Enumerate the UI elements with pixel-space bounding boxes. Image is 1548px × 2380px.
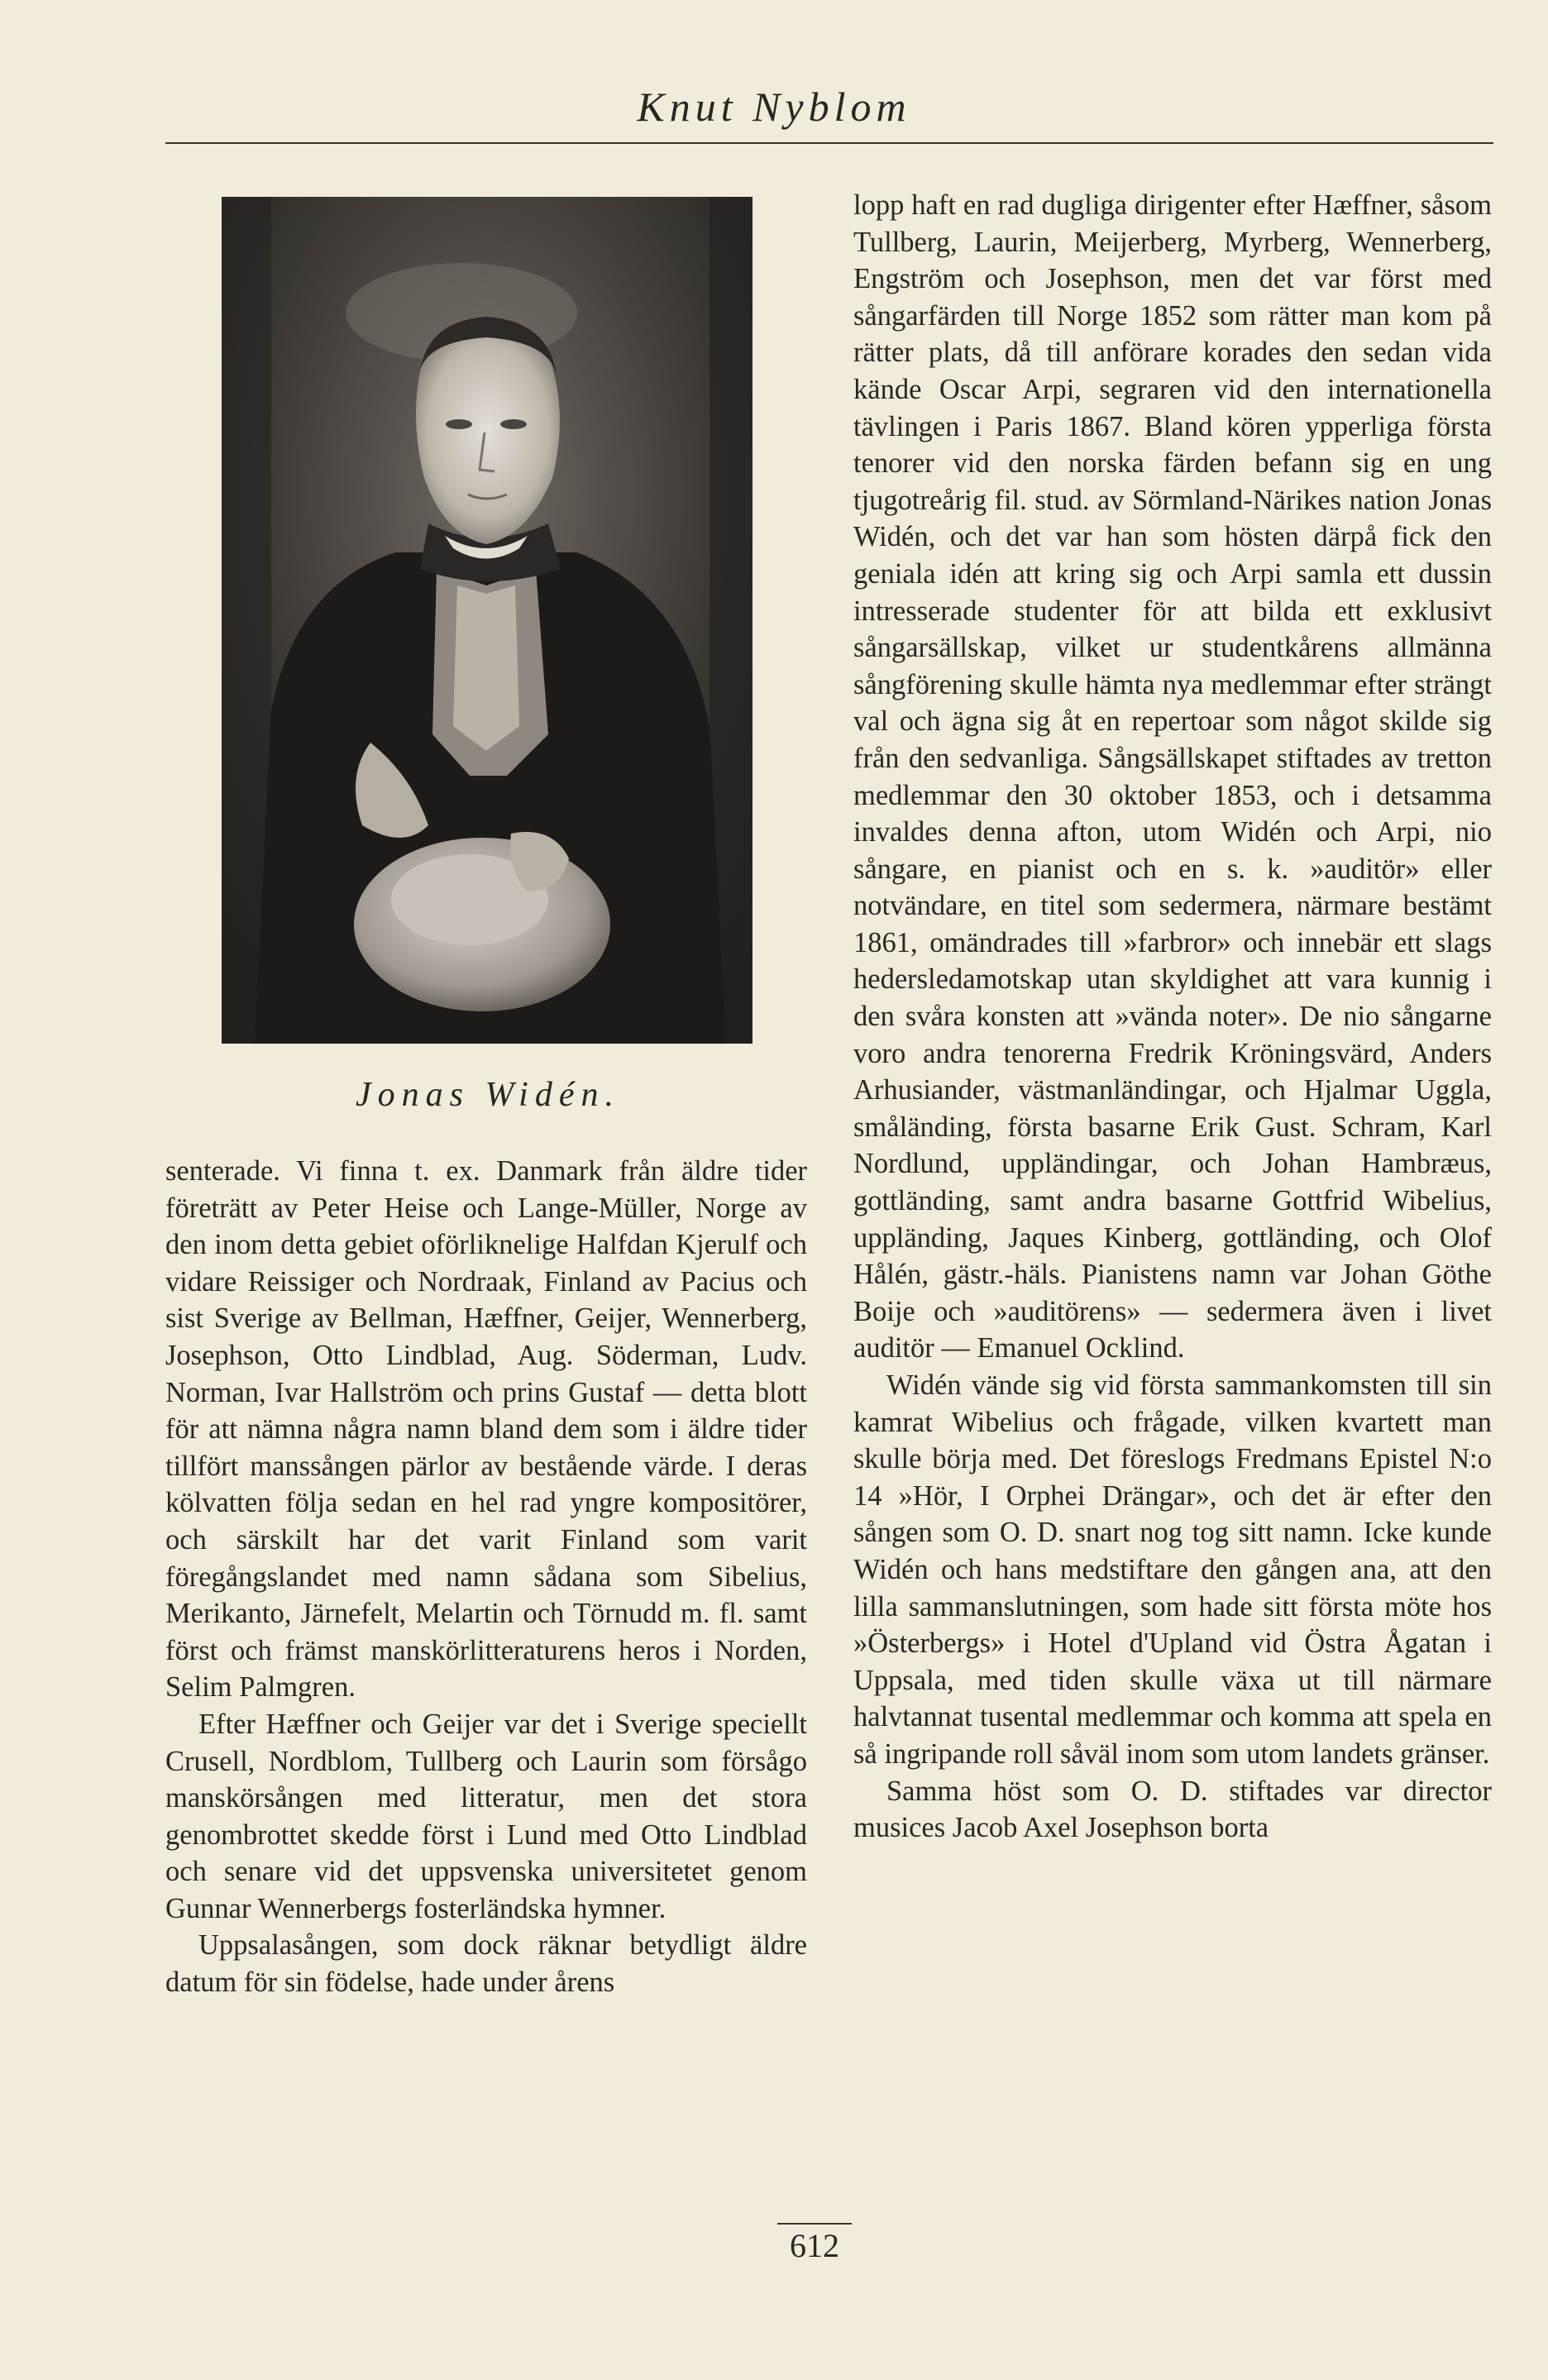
running-head: Knut Nyblom: [637, 84, 911, 130]
header-rule: [165, 142, 1493, 144]
page-number: 612: [790, 2227, 839, 2264]
paragraph: Samma höst som O. D. stiftades var director musices Jacob Axel Josephson borta: [853, 1775, 1492, 1844]
paragraph: Efter Hæffner och Geijer var det i Sverige speciellt Crusell, Nordblom, Tullberg och Laurin som försågo manskörsången med litteratur, men det stora genombrottet skedde först i Lund med Otto Lindblad och senare vid det uppsvenska universitetet genom Gunnar Wennerbergs fosterländska hymner.: [165, 1708, 807, 1924]
paragraph: senterade. Vi finna t. ex. Danmark från äldre tider företrätt av Peter Heise och Lange-Müller, Norge av den inom detta gebiet oförliknelige Halfdan Kjerulf och vidare Reissiger och Nordraak, Finland av Pacius och sist Sverige av Bellman, Hæffner, Geijer, Wennerberg, Josephson, Otto Lindblad, Aug. Söderman, Ludv. Norman, Ivar Hallström och prins Gustaf — detta blott för att nämna några namn bland dem som i äldre tider tillfört manssången pärlor av bestående värde. I deras kölvatten följa sedan en hel rad yngre kompositörer, och särskilt har det varit Finland som varit föregångslandet med namn sådana som Sibelius, Merikanto, Järnefelt, Melartin och Törnudd m. fl. samt först och främst manskörlitteraturens heros i Norden, Selim Palmgren.: [165, 1155, 807, 1704]
folio-rule: [777, 2223, 852, 2225]
paragraph: Widén vände sig vid första sammankomsten till sin kamrat Wibelius och frågade, vilken kvartett man skulle börja med. Det föreslogs Fredmans Epistel N:o 14 »Hör, I Orphei Drängar», och det är efter den sången som O. D. snart nog tog sitt namn. Icke kunde Widén och hans medstiftare den gången ana, att den lilla sammanslutningen, som hade sitt första möte hos »Österbergs» i Hotel d'Upland vid Östra Ågatan i Uppsala, med tiden skulle växa ut till närmare halvtannat tusental medlemmar och komma att spela en så ingripande roll såväl inom som utom landets gränser.: [853, 1369, 1492, 1770]
left-column: [165, 1153, 807, 2001]
paragraph: Uppsalasången, som dock räknar betydligt äldre datum för sin födelse, hade under årens: [165, 1929, 807, 1999]
paragraph: lopp haft en rad dugliga dirigenter efter Hæffner, såsom Tullberg, Laurin, Meijerberg, Myrberg, Wennerberg, Engström och Josephson, men det var först med sångarfärden till Norge 1852 som rätter man kom på rätter plats, då till anförare korades den sedan vida kände Oscar Arpi, segraren vid den internationella tävlingen i Paris 1867. Bland kören ypperliga första tenorer vid den norska färden befann sig en ung tjugotreårig fil. stud. av Sörmland-Närikes nation Jonas Widén, och det var han som hösten därpå fick den geniala idén att kring sig och Arpi samla ett dussin intresserade studenter för att bilda ett exklusivt sångarsällskap, vilket ur studentkårens allmänna sångförening skulle hämta nya medlemmar efter strängt val och ägna sig åt en repertoar som något skilde sig från den sedvanliga. Sångsällskapet stiftades av tretton medlemmar den 30 oktober 1853, och i detsamma invaldes denna afton, utom Widén och Arpi, nio sångare, en pianist och en s. k. »auditör» eller notvändare, en titel som sedermera, närmare bestämt 1861, omändrades till »farbror» och innebär ett slags hedersledamotskap utan skyldighet att vara kunnig i den svåra konsten att »vända noter». De nio sångarne voro andra tenorerna Fredrik Kröningsvärd, Anders Arhusiander, västmanländingar, och Hjalmar Uggla, småländing, första basarne Erik Gust. Schram, Karl Nordlund, uppländingar, och Johan Hambræus, gottländing, samt andra basarne Gottfrid Wibelius, uppländing, Jaques Kinberg, gottländing, och Olof Hålén, gästr.-häls. Pianistens namn var Johan Göthe Boije och »auditörens» — sedermera även i livet auditör — Emanuel Ocklind.: [853, 189, 1492, 1364]
photo-caption: Jonas Widén.: [356, 1076, 620, 1114]
portrait-photo: [222, 197, 752, 1044]
right-column: [853, 187, 1492, 1847]
portrait-illustration: [222, 197, 752, 1044]
